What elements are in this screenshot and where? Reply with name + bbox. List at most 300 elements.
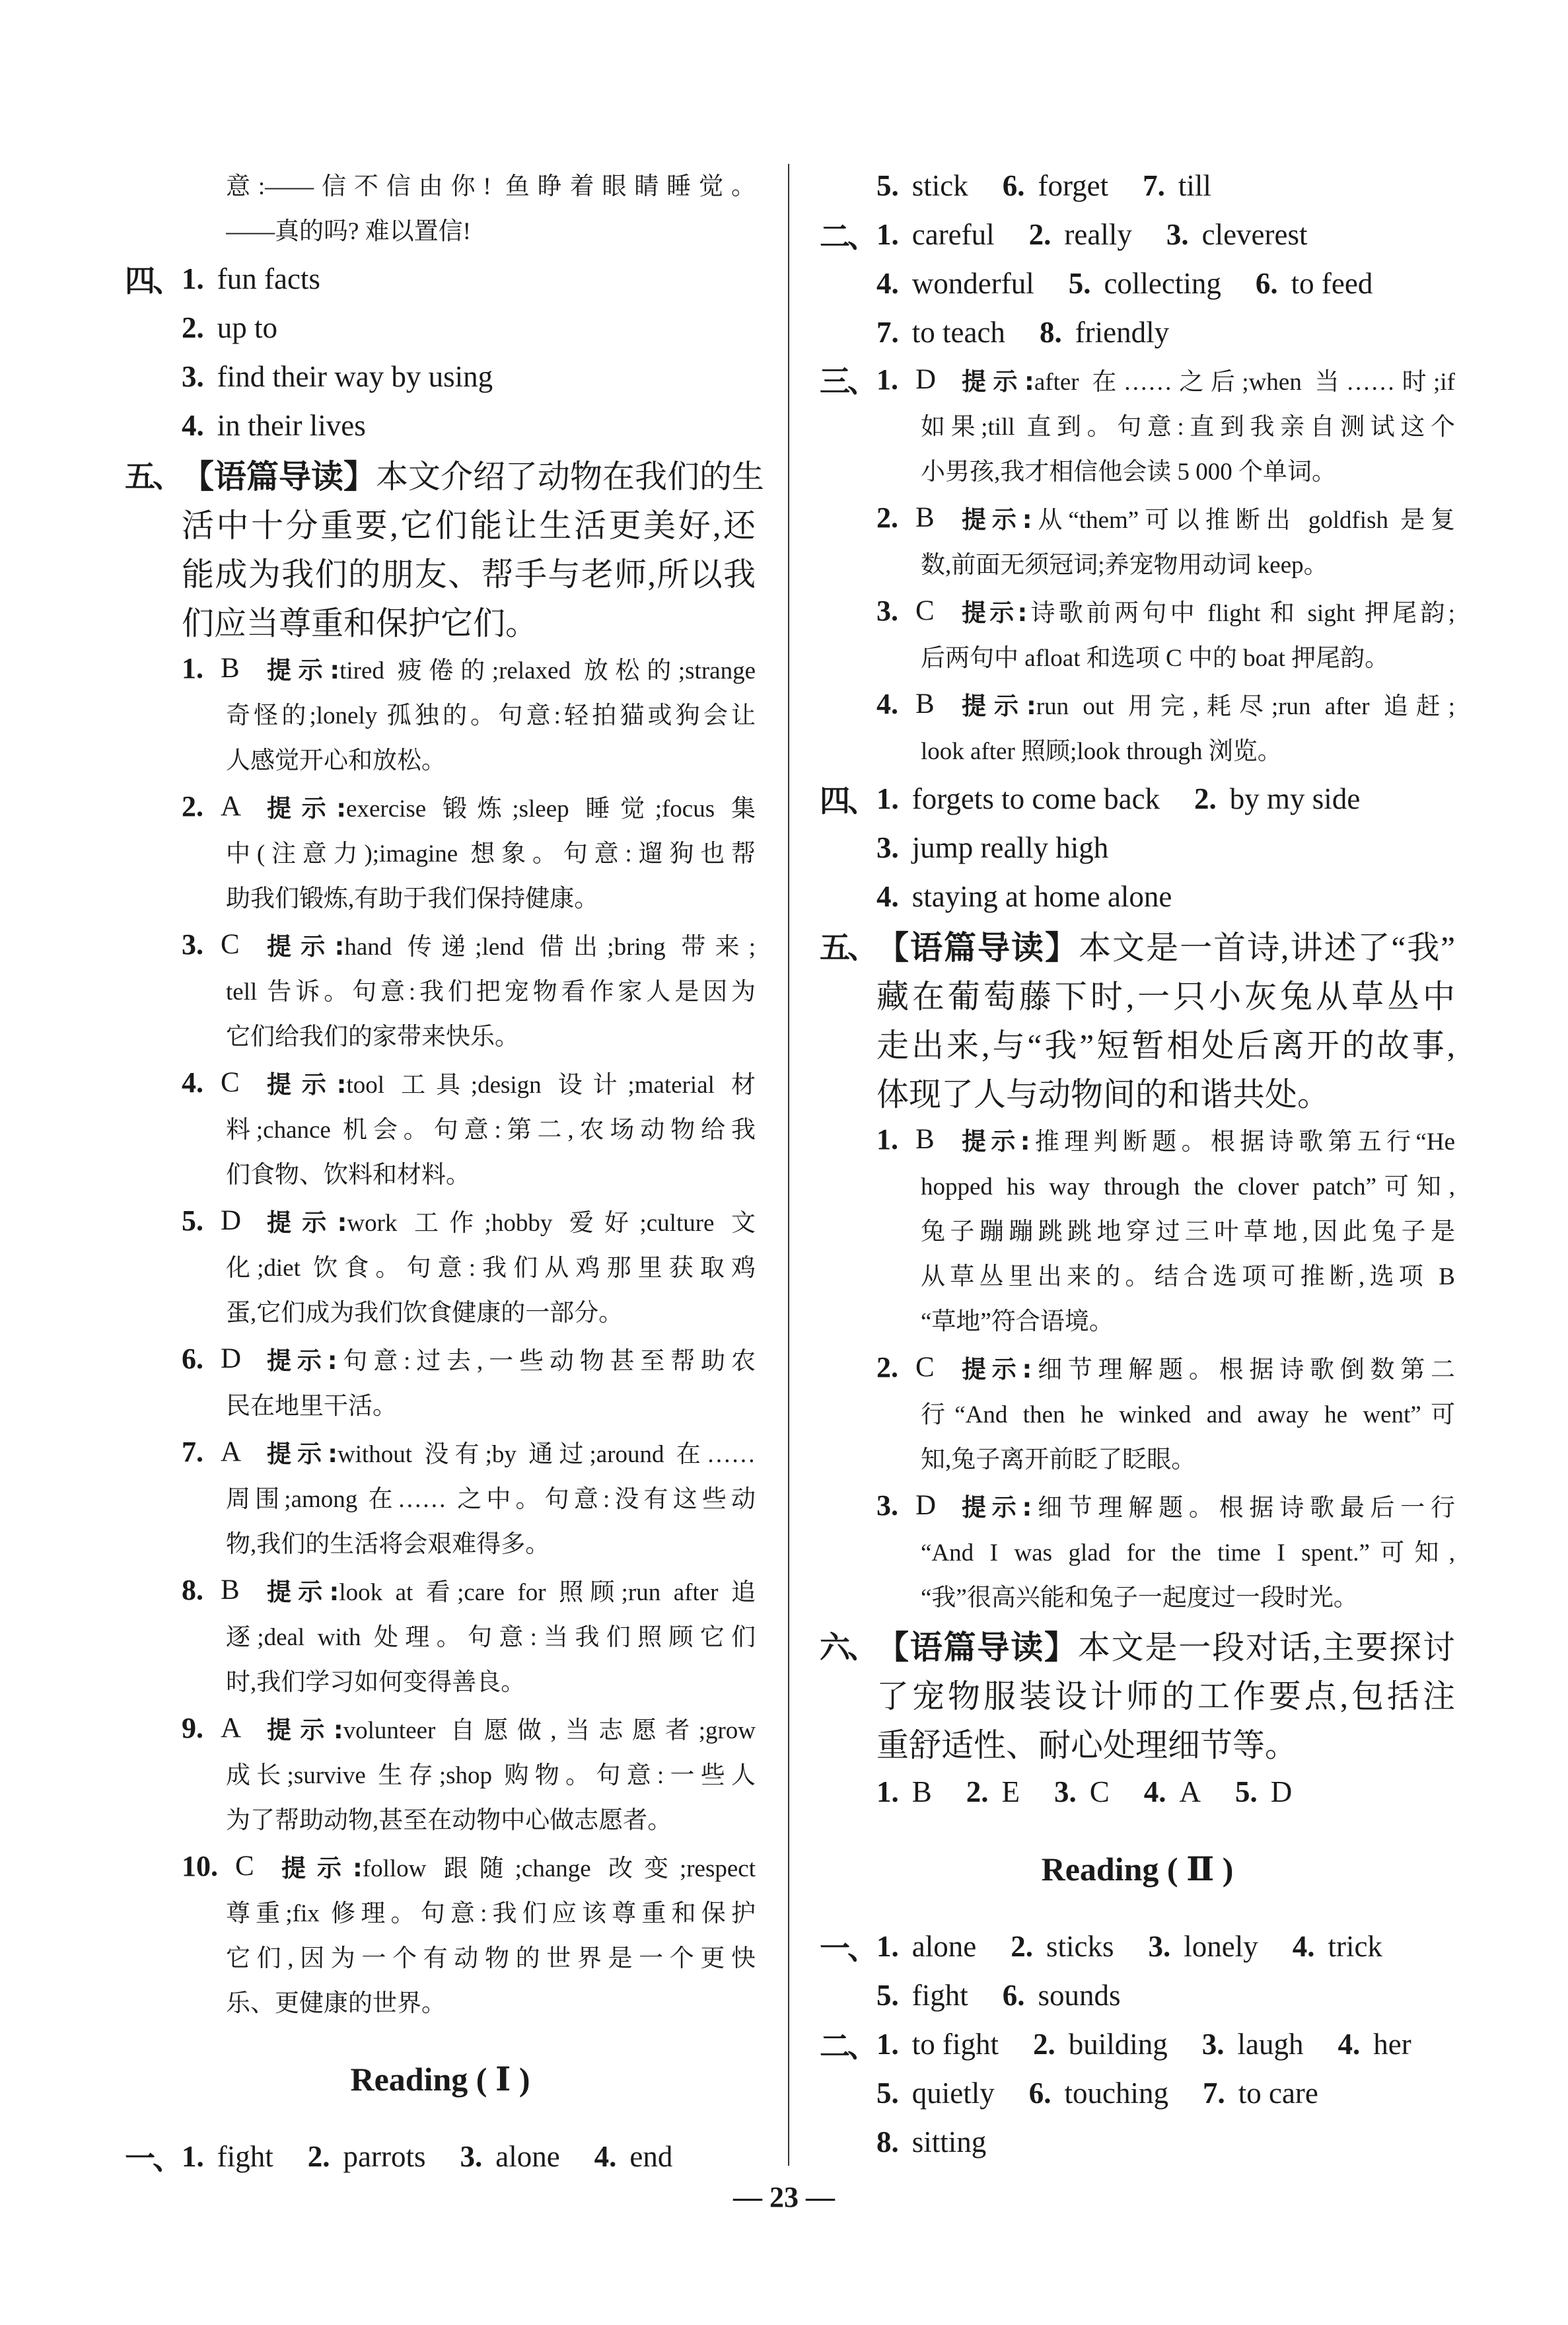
hint-text bbox=[267, 926, 756, 962]
answer-text: fun facts bbox=[217, 262, 320, 295]
hint-key: 提示: bbox=[962, 1493, 1032, 1522]
answer-hint-item bbox=[125, 1198, 756, 1333]
guide-line-text: 重舒适性、耐心处理细节等。 bbox=[876, 1727, 1298, 1763]
answer-text: touching bbox=[1064, 2077, 1168, 2110]
hint-text bbox=[267, 1572, 756, 1607]
hint-text: 乐、更健康的世界。 bbox=[226, 1990, 446, 2017]
hint-text bbox=[267, 1202, 756, 1238]
hint-line bbox=[820, 1483, 1455, 1528]
hint-line bbox=[125, 784, 756, 829]
answer-item bbox=[1003, 1978, 1121, 2012]
section-label: 五、 bbox=[125, 460, 180, 494]
hint-line bbox=[125, 1288, 756, 1333]
item-number: 4. bbox=[182, 1066, 203, 1099]
hint-line bbox=[820, 588, 1455, 633]
item-number: 2. bbox=[876, 501, 898, 534]
answer-text: sitting bbox=[911, 2125, 987, 2159]
hint-key: 提示: bbox=[962, 505, 1032, 534]
answer-choice: B bbox=[915, 1123, 935, 1155]
hint-key: 提示: bbox=[267, 656, 340, 684]
answer-item bbox=[876, 830, 1108, 865]
answer-text: building bbox=[1068, 2028, 1168, 2061]
hint-line bbox=[820, 1389, 1455, 1434]
item-number: 3. bbox=[182, 360, 204, 393]
hint-text: hopped his way through the clover patch”可知, bbox=[921, 1173, 1455, 1200]
answer-item bbox=[1054, 1775, 1110, 1809]
hint-line bbox=[820, 402, 1455, 447]
item-number: 2. bbox=[1011, 1930, 1033, 1963]
answer-hint-item bbox=[125, 646, 756, 780]
hint-line bbox=[820, 1572, 1455, 1617]
hint-text bbox=[962, 1349, 1455, 1385]
answer-item bbox=[594, 2139, 673, 2174]
answer-item bbox=[876, 1978, 968, 2012]
item-number: 2. bbox=[182, 311, 204, 344]
answer-text: sticks bbox=[1046, 1930, 1114, 1963]
answer-hint-item bbox=[125, 1705, 756, 1840]
item-number: 3. bbox=[876, 1489, 898, 1522]
answer-choice: C bbox=[915, 595, 935, 626]
answer-choice: B bbox=[915, 501, 935, 533]
item-number: 7. bbox=[876, 316, 899, 349]
item-number: 3. bbox=[876, 594, 898, 627]
hint-text: look after 照顾;look through 浏览。 bbox=[921, 738, 1282, 765]
item-number: 7. bbox=[1143, 169, 1165, 202]
answer-item bbox=[876, 782, 1160, 816]
guide-text bbox=[876, 1720, 1455, 1766]
section-label: 一、 bbox=[125, 2142, 180, 2176]
answer-choice: C bbox=[235, 1850, 254, 1882]
hint-text bbox=[962, 1121, 1455, 1157]
item-number: 2. bbox=[182, 790, 203, 823]
passage-guide-line bbox=[125, 499, 756, 548]
answer-item bbox=[1003, 168, 1108, 203]
answer-text: wonderful bbox=[911, 267, 1034, 300]
section-label: 二、 bbox=[820, 220, 875, 254]
hint-text: 们食物、饮料和材料。 bbox=[226, 1162, 470, 1189]
hint-line-text: volunteer 自愿做,当志愿者;grow bbox=[343, 1717, 756, 1744]
hint-line bbox=[125, 690, 756, 735]
answer-hint-item bbox=[125, 1060, 756, 1195]
hint-line bbox=[125, 1519, 756, 1564]
hint-text bbox=[267, 1434, 756, 1469]
answer-item bbox=[876, 168, 968, 203]
answer-item bbox=[1029, 217, 1132, 252]
answer-text: alone bbox=[495, 2140, 560, 2173]
answer-choice: D bbox=[915, 1489, 937, 1521]
hint-line-text: hand 传递;lend 借出;bring 带来; bbox=[344, 934, 756, 961]
passage-guide-line bbox=[125, 597, 756, 646]
guide-text bbox=[876, 1020, 1455, 1066]
answer-choice: D bbox=[915, 363, 937, 395]
answer-choice: C bbox=[915, 1351, 935, 1383]
answer-line bbox=[820, 823, 1455, 872]
answer-text: up to bbox=[217, 311, 278, 344]
section-label: 五、 bbox=[820, 931, 875, 965]
answer-item bbox=[1235, 1775, 1292, 1809]
answer-item bbox=[876, 2125, 986, 2159]
hint-line bbox=[125, 1705, 756, 1750]
hint-line-text: 推理判断题。根据诗歌第五行“He bbox=[1030, 1128, 1455, 1156]
answer-item bbox=[876, 2076, 995, 2110]
item-number: 5. bbox=[1068, 267, 1091, 300]
hint-text: “And I was glad for the time I spent.”可知, bbox=[921, 1539, 1455, 1567]
answer-item bbox=[876, 2027, 999, 2061]
item-number: 6. bbox=[1002, 1979, 1025, 2012]
answer-line bbox=[820, 210, 1455, 259]
hint-line bbox=[125, 967, 756, 1012]
answer-choice: A bbox=[221, 1712, 242, 1744]
hint-line-text: follow 跟随;change 改变;respect bbox=[362, 1855, 756, 1882]
item-number: 6. bbox=[1028, 2077, 1051, 2110]
answer-text: end bbox=[629, 2140, 673, 2173]
passage-guide-line bbox=[820, 1068, 1455, 1117]
hint-text: 它们,因为一个有动物的世界是一个更快 bbox=[226, 1945, 756, 1972]
passage-guide-line bbox=[820, 1670, 1455, 1718]
hint-line bbox=[125, 1843, 756, 1888]
hint-line-text: without 没有;by 通过;around 在…… bbox=[338, 1441, 756, 1468]
hint-line bbox=[125, 1336, 756, 1381]
hint-line bbox=[125, 1567, 756, 1612]
hint-line bbox=[125, 873, 756, 918]
answer-line bbox=[820, 308, 1455, 357]
guide-text bbox=[876, 1622, 1455, 1668]
hint-key: 提示: bbox=[267, 1716, 343, 1744]
item-number: 7. bbox=[182, 1435, 203, 1468]
item-number: 3. bbox=[876, 831, 899, 864]
hint-line bbox=[820, 540, 1455, 585]
hint-text bbox=[267, 1064, 756, 1100]
section-title: Reading ( Ⅰ ) bbox=[350, 2061, 530, 2098]
answer-line bbox=[125, 352, 756, 401]
item-number: 4. bbox=[876, 880, 899, 913]
answer-line bbox=[820, 2069, 1455, 2118]
hint-line bbox=[125, 829, 756, 873]
answer-line bbox=[820, 872, 1455, 921]
item-number: 10. bbox=[182, 1849, 218, 1882]
answer-hint-item bbox=[820, 681, 1455, 771]
passage-guide-line bbox=[125, 450, 765, 499]
hint-line bbox=[125, 735, 756, 780]
answer-item bbox=[876, 217, 995, 252]
item-number: 8. bbox=[182, 1573, 203, 1606]
hint-line-text: work 工作;hobby 爱好;culture 文 bbox=[347, 1210, 756, 1237]
answer-text: friendly bbox=[1075, 316, 1170, 349]
answer-text: find their way by using bbox=[217, 360, 493, 393]
guide-line-text: 了宠物服装设计师的工作要点,包括注 bbox=[876, 1678, 1455, 1715]
hint-line bbox=[125, 161, 756, 206]
answer-text: collecting bbox=[1104, 267, 1221, 300]
item-number: 2. bbox=[1194, 782, 1217, 815]
guide-heading: 【语篇导读】 bbox=[182, 459, 376, 495]
hint-line bbox=[820, 633, 1455, 678]
answer-hint-item bbox=[820, 1483, 1455, 1617]
hint-text bbox=[962, 361, 1455, 397]
item-number: 3. bbox=[1148, 1930, 1171, 1963]
hint-line bbox=[125, 1150, 756, 1195]
hint-text: 兔子蹦蹦跳跳地穿过三叶草地,因此兔子是 bbox=[921, 1218, 1455, 1245]
hint-line bbox=[820, 447, 1455, 492]
answer-choice: D bbox=[221, 1343, 242, 1374]
hint-line bbox=[125, 1474, 756, 1519]
answer-text: fight bbox=[217, 2140, 273, 2173]
answer-item bbox=[876, 1929, 976, 1964]
section-label: 四、 bbox=[820, 784, 875, 818]
hint-line bbox=[820, 1206, 1455, 1251]
passage-guide-line bbox=[125, 548, 756, 597]
hint-line-text: run out 用完,耗尽;run after 追赶; bbox=[1036, 693, 1455, 720]
hint-text bbox=[267, 1341, 756, 1376]
hint-text: 知,兔子离开前眨了眨眼。 bbox=[921, 1446, 1196, 1473]
guide-line-text: 能成为我们的朋友、帮手与老师,所以我 bbox=[182, 556, 756, 593]
hint-line bbox=[820, 1434, 1455, 1479]
guide-text bbox=[876, 922, 1455, 969]
item-number: 1. bbox=[876, 363, 898, 396]
answer-item bbox=[1293, 1929, 1382, 1964]
hint-key: 提示: bbox=[267, 1578, 339, 1606]
hint-text: 尊重;fix 修理。句意:我们应该尊重和保护 bbox=[226, 1900, 756, 1927]
hint-key: 提示: bbox=[281, 1854, 363, 1882]
answer-item bbox=[1203, 2076, 1318, 2110]
answer-text: B bbox=[911, 1775, 932, 1808]
answer-hint-item bbox=[125, 1429, 756, 1564]
hint-line bbox=[125, 1060, 756, 1105]
hint-line bbox=[125, 1750, 756, 1795]
answer-line bbox=[820, 774, 1455, 823]
hint-text bbox=[267, 788, 756, 824]
answer-choice: B bbox=[221, 1574, 240, 1605]
answer-text: in their lives bbox=[217, 409, 366, 442]
hint-text: 数,前面无须冠词;养宠物用动词 keep。 bbox=[921, 552, 1328, 579]
answer-text: parrots bbox=[343, 2140, 426, 2173]
guide-heading: 【语篇导读】 bbox=[876, 930, 1079, 966]
guide-text bbox=[876, 1069, 1455, 1115]
answer-hint-item bbox=[125, 784, 756, 918]
answer-hint-item bbox=[820, 495, 1455, 585]
answer-item bbox=[1029, 2076, 1168, 2110]
item-number: 4. bbox=[876, 687, 898, 720]
hint-line bbox=[125, 1243, 756, 1288]
answer-item bbox=[876, 1775, 932, 1809]
answer-text: to care bbox=[1238, 2077, 1318, 2110]
guide-text bbox=[182, 598, 756, 644]
answer-line bbox=[125, 401, 756, 450]
answer-item bbox=[1338, 2027, 1411, 2061]
hint-line bbox=[125, 1795, 756, 1840]
hint-line bbox=[125, 1198, 756, 1243]
answer-item bbox=[182, 311, 277, 345]
item-number: 4. bbox=[594, 2140, 617, 2173]
answer-line bbox=[820, 161, 1455, 210]
hint-line bbox=[125, 1612, 756, 1657]
answer-text: really bbox=[1064, 218, 1132, 251]
answer-text: till bbox=[1178, 169, 1211, 202]
answer-line bbox=[125, 2132, 756, 2181]
item-number: 9. bbox=[182, 1711, 203, 1744]
hint-key: 提示: bbox=[267, 1070, 347, 1099]
hint-line bbox=[125, 1381, 756, 1426]
hint-text: 料;chance 机会。句意:第二,农场动物给我 bbox=[226, 1117, 756, 1144]
hint-text: 民在地里干活。 bbox=[226, 1393, 397, 1420]
section-label: 一、 bbox=[820, 1932, 875, 1966]
answer-item bbox=[876, 315, 1005, 350]
hint-text bbox=[281, 1848, 756, 1884]
hint-text: 它们给我们的家带来快乐。 bbox=[226, 1023, 519, 1051]
hint-text: 成长;survive 生存;shop 购物。句意:一些人 bbox=[226, 1762, 756, 1789]
guide-line-text: 本文介绍了动物在我们的生 bbox=[376, 459, 765, 495]
guide-line-text: 本文是一段对话,主要探讨 bbox=[1077, 1629, 1455, 1666]
hint-text bbox=[962, 1487, 1455, 1523]
hint-line bbox=[125, 1105, 756, 1150]
guide-text bbox=[182, 500, 756, 546]
item-number: 4. bbox=[1337, 2028, 1361, 2061]
answer-text: careful bbox=[911, 218, 995, 251]
hint-text: 小男孩,我才相信他会读 5 000 个单词。 bbox=[921, 459, 1336, 486]
hint-line bbox=[125, 1429, 756, 1474]
hint-key: 提示: bbox=[267, 794, 347, 823]
answer-hint-item bbox=[125, 922, 756, 1056]
answer-item bbox=[308, 2139, 426, 2174]
item-number: 1. bbox=[876, 782, 899, 815]
answer-text: D bbox=[1270, 1775, 1293, 1808]
item-number: 3. bbox=[1166, 218, 1189, 251]
answer-choice: D bbox=[221, 1204, 242, 1236]
hint-text: “草地”符合语境。 bbox=[921, 1308, 1114, 1335]
passage-guide-line bbox=[820, 921, 1455, 970]
guide-line-text: 体现了人与动物间的和谐共处。 bbox=[876, 1076, 1330, 1113]
guide-text bbox=[182, 451, 764, 498]
answer-item bbox=[182, 359, 493, 394]
item-number: 1. bbox=[182, 2140, 204, 2173]
answer-text: forget bbox=[1038, 169, 1109, 202]
hint-key: 提示: bbox=[962, 692, 1036, 720]
hint-line bbox=[820, 1296, 1455, 1341]
hint-line bbox=[125, 1888, 756, 1933]
answer-item bbox=[1144, 1775, 1201, 1809]
hint-text: 物,我们的生活将会艰难得多。 bbox=[226, 1531, 550, 1558]
guide-heading: 【语篇导读】 bbox=[876, 1629, 1078, 1666]
section-label: 三、 bbox=[820, 365, 875, 398]
answer-line bbox=[820, 1971, 1455, 2020]
answer-text: staying at home alone bbox=[911, 880, 1172, 913]
section-label: 四、 bbox=[125, 264, 180, 298]
item-number: 8. bbox=[876, 2125, 899, 2159]
answer-item bbox=[1143, 168, 1211, 203]
section-label: 六、 bbox=[820, 1631, 875, 1664]
answer-hint-item bbox=[125, 1567, 756, 1702]
hint-line bbox=[820, 495, 1455, 540]
answer-item bbox=[1148, 1929, 1258, 1964]
item-number: 4. bbox=[1292, 1930, 1315, 1963]
answer-text: trick bbox=[1328, 1930, 1382, 1963]
hint-text: 行“And then he winked and away he went”可 bbox=[921, 1401, 1455, 1428]
item-number: 3. bbox=[1201, 2028, 1225, 2061]
answer-choice: B bbox=[915, 688, 935, 720]
answer-item bbox=[1033, 2027, 1168, 2061]
hint-line-text: exercise 锻炼;sleep 睡觉;focus 集 bbox=[346, 795, 756, 823]
hint-text: 助我们锻炼,有助于我们保持健康。 bbox=[226, 885, 599, 912]
hint-text bbox=[267, 650, 756, 686]
answer-text: C bbox=[1089, 1775, 1110, 1808]
answer-text: her bbox=[1373, 2028, 1411, 2061]
answer-item bbox=[1011, 1929, 1114, 1964]
answer-text: stick bbox=[911, 169, 968, 202]
hint-key: 提示: bbox=[267, 1208, 347, 1237]
guide-text bbox=[876, 971, 1455, 1017]
answer-item bbox=[182, 262, 320, 296]
hint-line-text: 句意:过去,一些动物甚至帮助农 bbox=[337, 1348, 756, 1375]
answer-item bbox=[182, 408, 366, 443]
hint-key: 提示: bbox=[962, 1127, 1030, 1156]
item-number: 5. bbox=[876, 1979, 899, 2012]
hint-text bbox=[962, 686, 1455, 721]
answer-hint-item bbox=[820, 588, 1455, 678]
hint-line bbox=[820, 357, 1455, 402]
item-number: 6. bbox=[182, 1342, 203, 1375]
answer-hint-item bbox=[125, 1336, 756, 1426]
guide-line-text: 活中十分重要,它们能让生活更美好,还 bbox=[182, 507, 756, 544]
section-label: 二、 bbox=[820, 2030, 875, 2063]
answer-line bbox=[820, 1767, 1455, 1816]
item-number: 1. bbox=[876, 1123, 898, 1156]
answer-hint-item bbox=[820, 1345, 1455, 1479]
hint-text bbox=[962, 499, 1455, 535]
hint-line bbox=[125, 1933, 756, 1978]
answer-line bbox=[125, 303, 756, 352]
hint-line-text: 从“them”可以推断出 goldfish 是复 bbox=[1032, 507, 1455, 534]
item-number: 5. bbox=[876, 169, 899, 202]
item-number: 4. bbox=[876, 267, 899, 300]
answer-choice: A bbox=[221, 790, 242, 822]
hint-line bbox=[125, 1978, 756, 2023]
answer-item bbox=[460, 2139, 559, 2174]
item-number: 3. bbox=[1054, 1775, 1077, 1808]
hint-line bbox=[125, 922, 756, 967]
page-number: — 23 — bbox=[733, 2181, 835, 2213]
item-number: 2. bbox=[876, 1350, 898, 1384]
answer-text: alone bbox=[911, 1930, 977, 1963]
answer-text: to fight bbox=[911, 2028, 999, 2061]
item-number: 1. bbox=[182, 651, 203, 684]
item-number: 6. bbox=[1002, 169, 1025, 202]
hint-line-text: after 在……之后;when 当……时;if bbox=[1034, 369, 1455, 396]
answer-item bbox=[966, 1775, 1020, 1809]
item-number: 3. bbox=[182, 928, 203, 961]
item-number: 6. bbox=[1255, 267, 1278, 300]
answer-text: to feed bbox=[1291, 267, 1373, 300]
left-column bbox=[125, 161, 765, 2181]
hint-line bbox=[820, 1345, 1455, 1389]
hint-text: “我”很高兴能和兔子一起度过一段时光。 bbox=[921, 1584, 1358, 1611]
hint-line-text: tired 疲倦的;relaxed 放松的;strange bbox=[339, 657, 756, 684]
item-number: 1. bbox=[876, 218, 899, 251]
hint-line-text: 细节理解题。根据诗歌倒数第二 bbox=[1032, 1356, 1455, 1384]
hint-line-text: tool 工具;design 设计;material 材 bbox=[346, 1072, 756, 1099]
answer-text: jump really high bbox=[911, 831, 1109, 864]
answer-item bbox=[1166, 217, 1308, 252]
hint-line bbox=[125, 206, 756, 251]
item-number: 7. bbox=[1202, 2077, 1225, 2110]
right-column bbox=[820, 161, 1455, 2166]
hint-text: 从草丛里出来的。结合选项可推断,选项 B bbox=[921, 1263, 1455, 1290]
answer-text: lonely bbox=[1184, 1930, 1258, 1963]
hint-text bbox=[267, 1710, 756, 1746]
hint-text: tell 告诉。句意:我们把宠物看作家人是因为 bbox=[226, 978, 756, 1006]
answer-line bbox=[820, 2020, 1455, 2069]
answer-item bbox=[876, 879, 1172, 914]
hint-line bbox=[820, 1528, 1455, 1572]
answer-hint-item bbox=[125, 161, 756, 251]
